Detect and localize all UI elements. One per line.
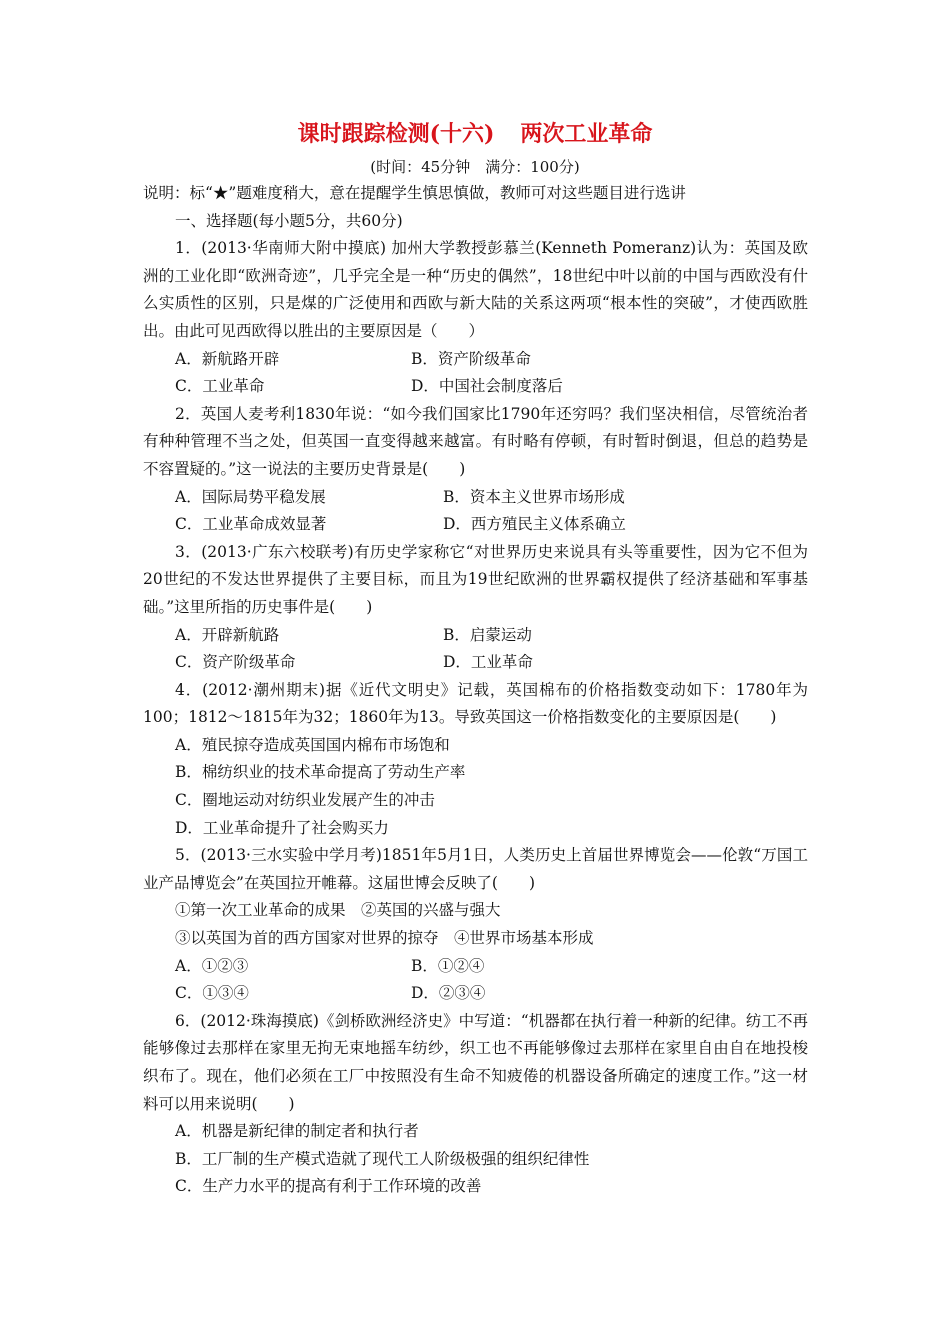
q4-option-d: D．工业革命提升了社会购买力 [175, 818, 389, 837]
title-main: 课时跟踪检测(十六) [297, 121, 495, 147]
q2-options-row-1 [143, 484, 808, 512]
q1-option-c: C．工业革命 [175, 377, 265, 396]
q4-option-a: A．殖民掠夺造成英国国内棉布市场饱和 [175, 735, 450, 754]
q2-option-b: B．资本主义世界市场形成 [443, 487, 625, 506]
q6-option-c: C．生产力水平的提高有利于工作环境的改善 [175, 1177, 482, 1196]
q4-option-c: C．圈地运动对纺织业发展产生的冲击 [175, 791, 435, 810]
q4-option-b: B．棉纺织业的技术革命提高了劳动生产率 [175, 763, 466, 782]
instructions-note: 说明：标“★”题难度稍大，意在提醒学生慎思慎做，教师可对这些题目进行选讲 [143, 184, 686, 202]
q6-option-a: A．机器是新纪律的制定者和执行者 [175, 1122, 419, 1141]
q3-option-b: B．启蒙运动 [443, 625, 532, 644]
page-title [0, 118, 950, 150]
q1-options-row-1 [143, 346, 808, 374]
question-6: 6．(2012·珠海摸底)《剑桥欧洲经济史》中写道：“机器都在执行着一种新的纪律。纺工不再能够像过去那样在家里无拘无束地摇车纺纱，织工也不再能够像过去那样在家里自由自在地投梭织布了。现在，他们必须在工厂中按照没有生命不知疲倦的机器设备所确定的速度工作。”这一材料可以用来说明( ) [143, 1011, 808, 1113]
document-body [143, 180, 808, 1201]
q3-option-c: C．资产阶级革命 [175, 653, 296, 672]
question-4: 4．(2012·潮州期末)据《近代文明史》记载，英国棉布的价格指数变动如下：1780年为100；1812～1815年为32；1860年为13。导致英国这一价格指数变化的主要原因是( ) [143, 680, 808, 727]
q2-options-row-2 [143, 511, 808, 539]
q1-option-d: D．中国社会制度落后 [411, 377, 563, 396]
q1-option-b: B．资产阶级革命 [411, 349, 531, 368]
question-1: 1．(2013·华南师大附中摸底) 加州大学教授彭慕兰(Kenneth Pomeranz)认为：英国及欧洲的工业化即“欧洲奇迹”，几乎完全是一种“历史的偶然”，18世纪中叶以前的中国与西欧没有什么实质性的区别，只是煤的广泛使用和西欧与新大陆的关系这两项“根本性的突破”，才使西欧胜出。由此可见西欧得以胜出的主要原因是（ ） [143, 239, 808, 340]
q5-statements-2: ③以英国为首的西方国家对世界的掠夺 ④世界市场基本形成 [175, 929, 594, 948]
q5-option-b: B．①②④ [411, 956, 485, 975]
q5-options-row-2 [143, 980, 808, 1008]
q6-option-b: B．工厂制的生产模式造就了现代工人阶级极强的组织纪律性 [175, 1149, 590, 1168]
q3-option-d: D．工业革命 [443, 653, 533, 672]
q5-option-d: D．②③④ [411, 984, 486, 1003]
question-2: 2．英国人麦考利1830年说：“如今我们国家比1790年还穷吗？我们坚决相信，尽管统治者有种种管理不当之处，但英国一直变得越来越富。有时略有停顿，有时暂时倒退，但总的趋势是不容置疑的。”这一说法的主要历史背景是( ) [143, 404, 808, 478]
q2-option-d: D．西方殖民主义体系确立 [443, 515, 626, 534]
question-3: 3．(2013·广东六校联考)有历史学家称它“对世界历史来说具有头等重要性，因为它不但为20世纪的不发达世界提供了主要目标，而且为19世纪欧洲的世界霸权提供了经济基础和军事基础。”这里所指的历史事件是( ) [143, 542, 808, 616]
title-sub: 两次工业革命 [520, 121, 653, 147]
exam-meta: (时间：45分钟 满分：100分) [370, 158, 580, 176]
section-heading: 一、选择题(每小题5分，共60分) [175, 211, 403, 230]
question-5: 5．(2013·三水实验中学月考)1851年5月1日，人类历史上首届世界博览会——伦敦“万国工业产品博览会”在英国拉开帷幕。这届世博会反映了( ) [143, 846, 808, 892]
q2-option-a: A．国际局势平稳发展 [175, 487, 326, 506]
q5-option-a: A．①②③ [175, 956, 249, 975]
q2-option-c: C．工业革命成效显著 [175, 515, 327, 534]
q1-options-row-2 [143, 373, 808, 401]
q3-options-row-2 [143, 649, 808, 677]
q5-options-row-1 [143, 953, 808, 981]
q1-option-a: A．新航路开辟 [175, 349, 280, 368]
q3-options-row-1 [143, 622, 808, 650]
q3-option-a: A．开辟新航路 [175, 625, 280, 644]
q5-statements-1: ①第一次工业革命的成果 ②英国的兴盛与强大 [175, 901, 501, 920]
q5-option-c: C．①③④ [175, 984, 249, 1003]
